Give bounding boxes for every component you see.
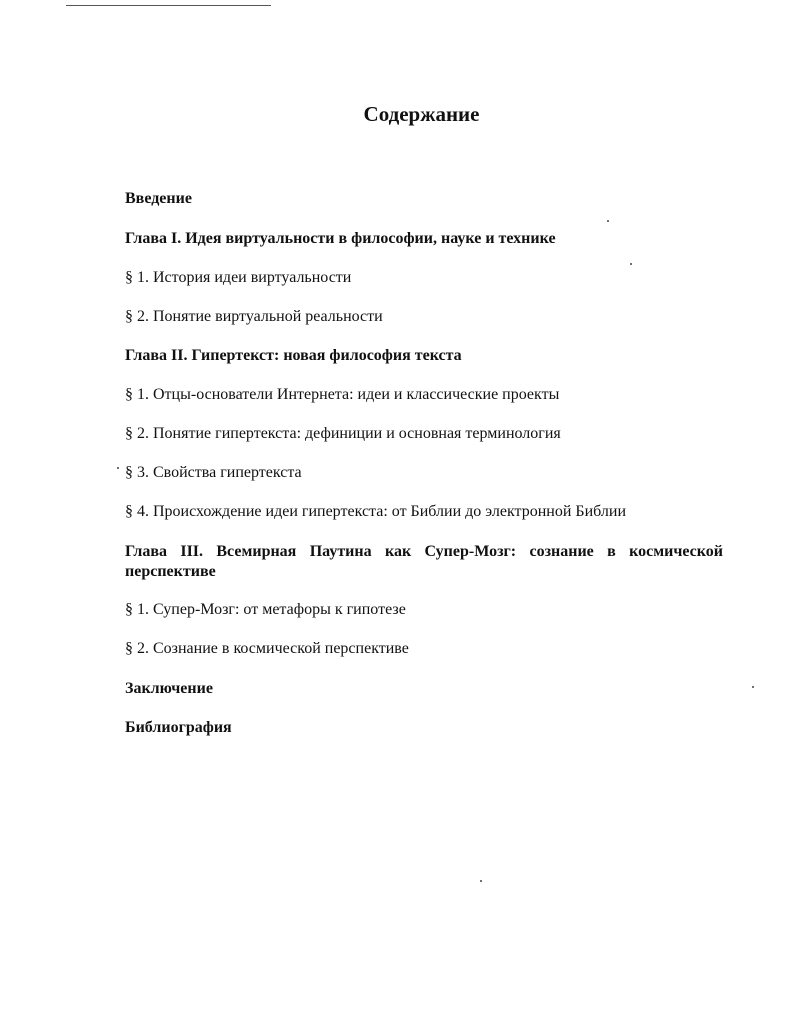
scan-speck (630, 263, 632, 265)
top-rule (66, 5, 271, 6)
toc-item-chapter-2-section-1: § 1. Отцы-основатели Интернета: идеи и классические проекты (125, 386, 560, 403)
scan-speck (752, 686, 754, 688)
toc-item-chapter-2-section-4: § 4. Происхождение идеи гипертекста: от Библии до электронной Библии (125, 503, 626, 520)
scan-speck (480, 880, 482, 882)
toc-item-chapter-3-section-2: § 2. Сознание в космической перспективе (125, 640, 409, 657)
toc-item-chapter-3: Глава III. Всемирная Паутина как Супер-Мозг: сознание в космической перспективе (125, 543, 723, 580)
toc-item-chapter-3-section-1: § 1. Супер-Мозг: от метафоры к гипотезе (125, 601, 406, 618)
toc-item-chapter-2: Глава II. Гипертекст: новая философия текста (125, 347, 462, 364)
scan-speck (117, 467, 119, 469)
toc-item-chapter-1-section-1: § 1. История идеи виртуальности (125, 269, 352, 286)
scan-speck (607, 220, 609, 222)
toc-item-chapter-2-section-2: § 2. Понятие гипертекста: дефиниции и основная терминология (125, 425, 561, 442)
page-title: Содержание (363, 102, 480, 126)
toc-item-chapter-2-section-3: § 3. Свойства гипертекста (125, 464, 302, 481)
toc-item-chapter-1: Глава I. Идея виртуальности в философии, науке и технике (125, 230, 556, 247)
toc-item-conclusion: Заключение (125, 680, 213, 697)
toc-item-chapter-1-section-2: § 2. Понятие виртуальной реальности (125, 308, 383, 325)
toc-item-bibliography: Библиография (125, 719, 232, 736)
toc-item-introduction: Введение (125, 190, 192, 207)
